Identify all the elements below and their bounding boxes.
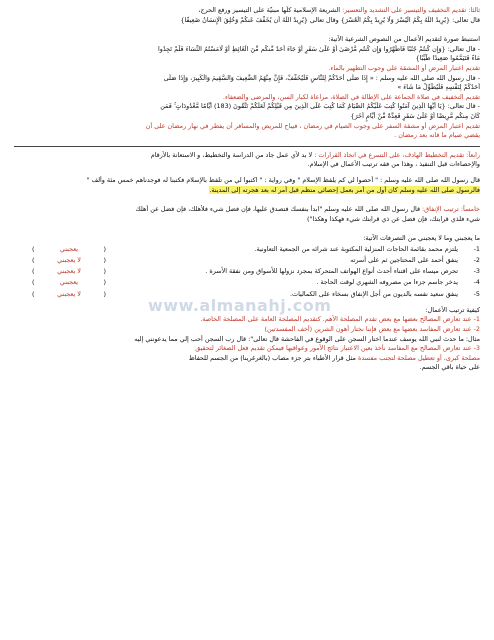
quiz-row-number: 2-	[473, 256, 480, 265]
howto-item-3-line-3: على حياة باقي الجسم.	[419, 363, 480, 372]
quiz-row-number: 4-	[473, 278, 480, 287]
quiz-row-answer-box	[14, 266, 106, 277]
paren-close: )	[103, 256, 106, 265]
section-3-verse: قال تعالى: {يُرِيدُ اللَّهُ بِكُمُ الْيُسْرَ وَلَا يُرِيدُ بِكُمُ الْعُسْرَ} وقال تعالى {يُرِيدُ اللَّهُ أَن يُخَفِّفَ عَنكُمْ وَخُلِقَ الْإِنسَانُ ضَعِيفًا}	[180, 15, 480, 24]
quiz-row-text: ينفق أحمد على المحتاجين ثم على أسرته	[350, 256, 458, 265]
quiz-row-text: يلتزم محمد بقائمة الحاجات المنزلية المكتوبة عند شرائه من الجمعية التعاونية.	[254, 244, 458, 253]
section-4-line-2: والإحصاءات قبل التنفيذ ، وهذا من فقه ترتيب الأعمال في الإسلام.	[307, 160, 480, 169]
paren-open: (	[32, 267, 35, 276]
quiz-row-number: 1-	[473, 244, 480, 253]
section-4-line-1: رابعاً: تقديم التخطيط الهادف، على التسرع في اتخاذ القرارات : لا بد لأي عمل جاد من الدراسة والتخطيط، و الاستعانة بالأرقام	[150, 150, 480, 159]
quiz-title: ما يعجبني وما لا يعجبني من التصرفات الآتية:	[363, 234, 480, 243]
quiz-row	[14, 255, 480, 266]
quiz-row-answer-box	[14, 277, 106, 288]
hadith-2-line-2: أَحَدُكُمْ لِنَفْسِهِ فَلْيُطَوِّلْ مَا شَاءَ »	[397, 83, 480, 92]
answer-2: تقديم التخفيف في صلاة الجماعة على الإطالة في الصلاة، مراعاة لكبار السن، والمرضى والضعفاء.	[222, 92, 480, 101]
quiz-row	[14, 289, 480, 300]
paren-close: )	[103, 289, 106, 298]
paren-open: (	[32, 256, 35, 265]
section-4-highlight-line	[14, 186, 480, 196]
section-4-hadith: قال رسول الله صلى الله عليه وسلم : " أحصوا لي كم يلفظ الإسلام " وفي رواية : " اكتبوا لي من تلفظ بالإسلام فكتبنا له فوجدناهم خمس مئة وألف "	[86, 175, 480, 184]
divider	[14, 146, 480, 147]
quiz-row-answer: لا يعجبني	[57, 289, 81, 298]
verse-3-line-1: - قال تعالى: {يَا أَيُّهَا الَّذِينَ آمَنُوا كُتِبَ عَلَيْكُمُ الصِّيَامُ كَمَا كُتِبَ عَلَى الَّذِينَ مِن قَبْلِكُمْ لَعَلَّكُمْ تَتَّقُونَ (183) أَيَّامًا مَّعْدُودَاتٍ ۚ فَمَن	[160, 102, 480, 111]
section-4-heading: رابعاً: تقديم التخطيط الهادف، على التسرع في اتخاذ القرارات :	[314, 150, 480, 159]
paren-open: (	[32, 244, 35, 253]
paren-open: (	[32, 278, 35, 287]
highlighted-text: فالرسول صلى الله عليه وسلم كان أول من أمر بعمل إحصائي منظم قبل أمر له بعد هجرته إلى المدينة.	[209, 185, 480, 194]
quiz-row	[14, 244, 480, 255]
quiz-row-answer: لا يعجبني	[57, 256, 81, 265]
quiz-row-number: 5-	[473, 289, 480, 298]
quiz-row	[14, 266, 480, 277]
quiz-row-text: يدخر جاسم جزءا من مصروفه الشهري لوقت الحاجة .	[316, 278, 458, 287]
quiz-row-number: 3-	[473, 267, 480, 276]
quiz-row	[14, 277, 480, 288]
verse-1-line-2: مَاءً فَتَيَمَّمُوا صَعِيدًا طَيِّبًا}	[415, 54, 480, 63]
verse-3-line-2: كَانَ مِنكُم مَّرِيضًا أَوْ عَلَىٰ سَفَرٍ فَعِدَّةٌ مِّنْ أَيَّامٍ أُخَرَ}	[350, 111, 480, 120]
paren-open: (	[32, 289, 35, 298]
howto-item-3-line-1: 3- عند تعارض المصالح مع المفاسد نأخذ بعين الاعتبار نتائج الأمور وعواقبها فيمكن تقديم فعل الصغائر لتحقيق	[195, 344, 480, 353]
answer-1: تقديم اعتبار المرض أو المشقة على وجوب التطهير بالماء.	[328, 63, 480, 72]
quiz-list	[14, 244, 480, 300]
howto-item-3-line-2: مصلحة كبرى، أو تعطيل مصلحة لتجنب مفسدة مثل قرار الأطباء بتر جزء مصاب (بالغرغرينا) من الجسم للحفاظ	[188, 353, 480, 362]
quiz-row-answer-box	[14, 244, 106, 255]
paren-close: )	[103, 267, 106, 276]
section-3-heading: ثالثا: تقديم التخفيف والتيسير على التشديد والتعسير:	[342, 6, 480, 14]
deduce-title: استنبط صورة لتقديم الأعمال من النصوص الشرعية الآتية:	[328, 35, 480, 44]
howto-item-1: 1- عند تعارض المصالح بعضها مع بعض تقدم المصلحة الأهم. كتقديم المصلحة العامة على المصلحة الخاصة.	[200, 315, 480, 324]
section-5-heading: خامساً: ترتيب الإنفاق:	[422, 205, 480, 214]
watermark: www.almanahj.com	[148, 296, 332, 315]
howto-item-2: 2- عند تعارض المفاسد بعضها مع بعض فإننا نختار أهون الشرين (أخف المفسدتين)	[264, 325, 480, 334]
howto-title: كيفية ترتيب الأعمال:	[425, 305, 480, 314]
quiz-row-answer-box	[14, 255, 106, 266]
quiz-row-text: تحرص ميساء على اقتناء أحدث أنواع الهواتف المتحركة بمجرد نزولها للأسواق ومن نفقة الأسرة .	[205, 267, 458, 276]
paren-close: )	[103, 278, 106, 287]
quiz-row-answer: لا يعجبني	[57, 267, 81, 276]
section-5-line-1: خامساً: ترتيب الإنفاق: قال رسول الله صلى الله عليه وسلم "ابدأ بنفسك فتصدق عليها، فإن فضل شيء فلأهلك، فإن فضل عن أهلك	[135, 205, 480, 214]
quiz-row-answer-box	[14, 289, 106, 300]
howto-example: مثال: ما حدث لنبي الله يوسف عندما اختار السجن على الوقوع في الفاحشة قال تعالى": قال رب السجن أحب إلي مما يدعونني إليه	[134, 334, 480, 343]
answer-3-line-1: تقديم اعتبار المرض أو مشقة السفر على وجوب الصيام في رمضان ، فيباح للمريض والمسافر أن يفطر في نهار رمضان على أن	[145, 121, 480, 130]
section-3-line-1: ثالثا: تقديم التخفيف والتيسير على التشديد والتعسير: الشريعة الإسلامية كلّها مبنيّة على التيسير ورفع الحرج،	[198, 6, 480, 14]
answer-3-line-2: يقضي صيام ما فاته بعد رمضان .	[394, 131, 480, 140]
paren-close: )	[103, 244, 106, 253]
quiz-row-answer: يعجبني	[59, 278, 79, 287]
quiz-row-text: ينفق سعيد نفسه بالديون من أجل الإنفاق بسخاء على الكماليات.	[290, 289, 458, 298]
hadith-2-line-1: - قال رسول الله صلى الله عليه وسلم : « إِذَا صَلَّى أَحَدُكُمْ لِلنَّاسِ فَلْيُخَفِّفْ، فَإِنَّ مِنْهُمُ الضَّعِيفَ وَالسَّقِيمَ وَالْكَبِيرَ، وَإِذَا صَلَّى	[163, 73, 480, 82]
section-5-line-2: شيء فلذي قرابتك، فإن فضل عن ذي قرابتك شيء فهكذا وهكذا")	[306, 214, 480, 223]
quiz-row-answer: يعجبني	[59, 244, 79, 253]
verse-1-line-1: - قال تعالى: {وَإِن كُنتُمْ جُنُبًا فَاطَّهَّرُوا وَإِن كُنتُم مَّرْضَىٰ أَوْ عَلَىٰ سَفَرٍ أَوْ جَاءَ أَحَدٌ مِّنكُم مِّنَ الْغَائِطِ أَوْ لَامَسْتُمُ النِّسَاءَ فَلَمْ تَجِدُوا	[157, 44, 480, 53]
